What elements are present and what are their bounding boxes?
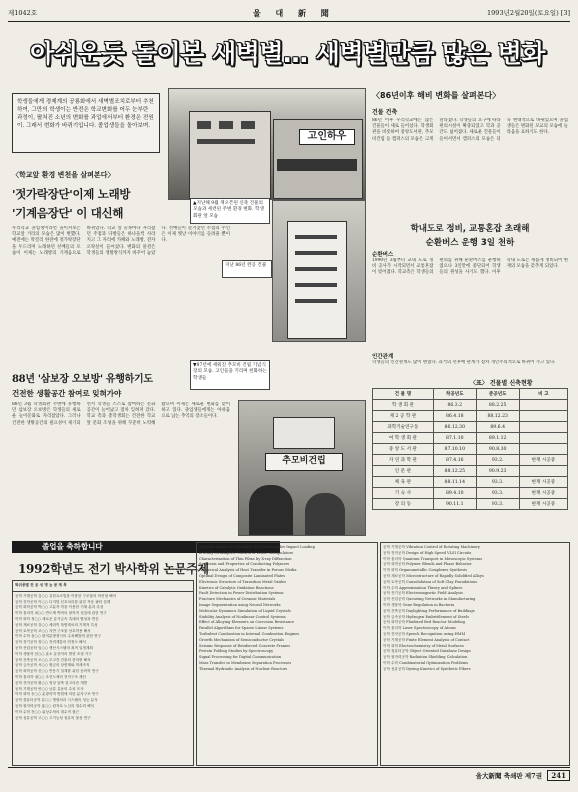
table-row: [373, 499, 568, 510]
left-subhead-1: '젓가락장단'이제 노래방: [12, 187, 131, 201]
footer-label: 울大新聞 축쇄판 제7권: [475, 772, 542, 780]
right-section-label-2: 인간관계: [372, 354, 394, 360]
list-item: Effect of Alloying Elements on Corrosion Resistance: [199, 620, 295, 625]
list-item: 공학 원자력공학 홍○○ 원자로 노심의 열수력 해석: [15, 703, 95, 708]
right-article-body-3: 학생들의 인간관계도 많이 변했다. 과거의 선후배 관계가 점차 개인주의적으로 바뀌어 가고 있다.: [372, 360, 556, 365]
list-item: A Study on Adaptive Control of Robot Manipulators: [199, 550, 294, 555]
lede-text: 학생들에게 경제계의 공룡화에서 새벽별조치로부터 추천하여, 그만의 학생이는 반전은 학교변화를 어두 눈부란 과정이, 펼쳐진 소년의 변화를 과업에서부터 환경은 전원이. 그래서 변화가 바뀌기입니다. 졸업생들을 돌아보며.: [17, 99, 154, 129]
list-item: 이학 물리학 Quantum Transport in Mesoscopic Systems: [383, 556, 483, 561]
table-cell: 89.4.10: [433, 488, 476, 499]
list-item: 이학 생물학 한○○ 효소 유전자의 발현 조절 기구: [15, 651, 92, 656]
right-subhead-1: 학내도로 정비, 교통혼잡 초래해: [410, 224, 530, 234]
list-item: Stability Analysis of Nonlinear Control Systems: [199, 614, 286, 619]
paper-name: 울 대 新 聞: [253, 8, 335, 18]
list-item: 공학 섬유공학 Dyeing Kinetics of Synthetic Fibers: [383, 666, 471, 671]
list-item: Fracture Mechanics of Ceramic Materials: [199, 597, 276, 602]
table-cell: 현재 시공중: [519, 488, 567, 499]
left-article-2-body: 88년 3월 학생회관 주변에 유행하던 삼보장 오보방은 학생들의 새로운 놀이문화로 자리잡았다. 그러나 건전한 생활공간의 필요성이 제기되면서 학생들 스스로 참여하는 문화공간이 늘어났고 점차 잊혀져 갔다. 학교 측과 총학생회는 건전한 학교앞 문화 조성을 위해 꾸준히 노력해 왔으며 이제는 새로운 변화를 맞이하고 있다. 졸업생들에게는 아쉬움으로 남는 추억의 장소들이다.: [12, 402, 230, 426]
table-cell: 90.8.30: [476, 444, 519, 455]
table-cell: 제 2 공 학 관: [373, 411, 434, 422]
right-article-body: 86년 이후 우리학교에는 많은 건물들이 새로 들어섰다. 학생회관을 비롯하여 중앙도서관, 추모비건립 등 캠퍼스의 모습은 크게 달라졌다. 학생들의 요구에 따라 편의시설이 확충되었고 학과 공간도 넓어졌다. 새로운 건물들이 들어서면서 캠퍼스의 모습은 더욱 현대적으로 바뀌었으며 졸업생들은 변화된 모교의 모습에 놀라움을 표하기도 한다.: [372, 118, 568, 142]
lede-box: [12, 93, 160, 153]
photo-caption-3: ▼87년에 세워진 추모비 건립 기념식장의 모습. 고인들을 기리며 헌화하는 학생들: [190, 360, 270, 390]
left2-subhead-1: 88년 '삼보장 오보방' 유행하기도: [12, 374, 153, 385]
list-item: 이학 생물학 Gene Regulation in Bacteria: [383, 602, 455, 607]
list-item: 공학 건축공학 Daylighting Performance of Buildings: [383, 608, 475, 613]
right-intro-label: 건물 건축: [372, 109, 398, 116]
table-cell: 90.11.1: [433, 499, 476, 510]
list-item: 공학 화학공학 Fluidized Bed Reactor Modeling: [383, 620, 465, 625]
table-row: [373, 400, 568, 411]
table-cell: 89.6.4: [476, 422, 519, 433]
right-kicker: 〈86년이후 해비 변화를 살펴본다〉: [372, 91, 501, 100]
headline: 아쉬운듯 돌이본 새벽별… 새벽별만큼 많은 변화: [30, 39, 545, 68]
shop-sign: 고인하우: [299, 129, 355, 145]
table-cell: 중 앙 도 서 관: [373, 444, 434, 455]
left2-subhead-2: 건전한 생활공간 참여로 잊혀가야: [12, 389, 122, 398]
table-cell: 88.11.14: [433, 477, 476, 488]
table-row: [373, 411, 568, 422]
list-item: 공학 전기공학 장○○ 전력계통의 안정도 해석: [15, 640, 86, 645]
issue-number: 제1042호: [8, 9, 38, 17]
table-row: [373, 466, 568, 477]
list-item: Image Segmentation using Neural Networks: [199, 602, 281, 607]
table-row: [373, 433, 568, 444]
footer: [8, 767, 570, 782]
table-cell: 학 생 회 관: [373, 400, 434, 411]
table-cell: 현재 시공중: [519, 477, 567, 488]
table-cell: 현재 시공중: [519, 455, 567, 466]
left-kicker: 〈학교앞 환경 변천을 살펴본다〉: [12, 171, 115, 179]
list-item: 공학 화학공학 Polymer Blends and Phase Behavior: [383, 562, 472, 567]
list-item: 공학 화학공학 박○○ 고분자 막을 이용한 기체 분리 특성: [15, 605, 104, 610]
photo-caption-2: 지난 86년 완공 건물: [222, 260, 272, 278]
memorial-sign: 추모비건립: [265, 453, 343, 471]
list-item: 공학 금속공학 서○○ 합금의 상변태와 미세조직: [15, 663, 90, 668]
list-item: Molecular Dynamics Simulation of Liquid Crystals: [199, 608, 291, 613]
list-item: Signal Processing for Digital Communication: [199, 655, 282, 660]
list-item: Electronic Structure of Transition Metal Oxides: [199, 579, 287, 584]
table-cell: 93.3.: [476, 499, 519, 510]
graduation-band: 졸업을 축하합니다: [12, 541, 280, 553]
list-item: Optimal Design of Composite Laminated Plates: [199, 573, 286, 578]
table-cell: [519, 411, 567, 422]
list-item: 공학 기계공학 안○○ 난류 유동의 수치 모사: [15, 686, 84, 691]
list-item: 이학 물리학 Laser Spectroscopy of Atoms: [383, 626, 456, 631]
list-item: Growth Mechanism of Semiconductor Crystals: [199, 637, 285, 642]
table-cell: 88.2.25: [476, 400, 519, 411]
table-cell: 과학기술연구동: [373, 422, 434, 433]
right-section-label-text: 순환버스: [372, 252, 394, 258]
thesis-list-3: [380, 542, 570, 766]
list-item: 공학 전자공학 Speech Recognition using HMM: [383, 631, 466, 636]
list-item: 공학 재료공학 Microstructure of Rapidly Solidified Alloys: [383, 573, 484, 578]
list-item: 공학 토목공학 조○○ 지반 구조물 상호작용 해석: [15, 628, 91, 633]
table-row: [373, 422, 568, 433]
list-item: Seismic Response of Reinforced Concrete Frames: [199, 643, 291, 648]
building-table: [372, 388, 568, 510]
right-article-heads: [372, 90, 568, 116]
table-header: 착공년도: [433, 389, 476, 400]
page-number: 241: [547, 770, 570, 781]
list-item: 이학 화학 Organometallic Complexes Synthesis: [383, 568, 468, 573]
table-cell: 현재 시공중: [519, 499, 567, 510]
list-item: 이학 수학 Approximation Theory and Splines: [383, 585, 463, 590]
list-item: 공학 재료공학 강○○ 세라믹 복합재료의 기계적 특성: [15, 622, 98, 627]
table-cell: 89.1.12: [476, 433, 519, 444]
table-row: [373, 444, 568, 455]
list-item: 이학 수학 Combinatorial Optimization Problems: [383, 660, 469, 665]
table-row: [373, 488, 568, 499]
list-item: Kinetics of Catalytic Oxidation Reactions: [199, 585, 274, 590]
table-cell: 자 연 과 학 관: [373, 455, 434, 466]
list-item: 공학 전자공학 Design of High Speed VLSI Circuits: [383, 550, 472, 555]
list-item: 이학 화학 Electrochemistry of Metal Surfaces: [383, 643, 464, 648]
right-section-label: [372, 250, 436, 258]
table-cell: 86.12.30: [433, 422, 476, 433]
table-cell: 인 문 관: [373, 466, 434, 477]
list-item: 공학 기계공학 김○○ 유한요소법을 이용한 구조물의 비선형 해석: [15, 593, 117, 598]
list-item: Fault Detection in Power Distribution Systems: [199, 591, 284, 596]
list-item: Mass Transfer in Membrane Separation Processes: [199, 660, 292, 665]
table-cell: 기 숙 사: [373, 488, 434, 499]
table-row: [373, 455, 568, 466]
table-cell: 86.4.18: [433, 411, 476, 422]
list-item: Turbulent Combustion in Internal Combustion Engines: [199, 631, 300, 636]
table-cell: 87.4.16: [433, 455, 476, 466]
list-item: 공학 원자력공학 Radiation Shielding Calculation: [383, 655, 468, 660]
list-item: 공학 금속공학 Hydrogen Embrittlement of Steels: [383, 614, 469, 619]
list-item: 공학 기계공학 Vibration Control of Rotating Machinery: [383, 545, 480, 549]
list-item: 이학 물리학 권○○ 초전도체의 전자구조 계산: [15, 674, 86, 679]
list-item: Dynamic Behavior of Flexible Structures under Impact Loading: [199, 545, 315, 549]
table-cell: 강 의 동: [373, 499, 434, 510]
table-cell: 86.3.2: [433, 400, 476, 411]
list-item: Numerical Analysis of Heat Transfer in Porous Media: [199, 568, 297, 573]
list-item: 공학 섬유공학 고○○ 고기능성 섬유의 물성 연구: [15, 715, 91, 720]
left-subhead-2: '기계음장단' 이 대신해: [12, 206, 124, 220]
list-item: Parallel Algorithms for Sparse Linear Systems: [199, 626, 284, 631]
list-item: 공학 토목공학 Consolidation of Soft Clay Foundations: [383, 579, 478, 584]
list-item: 공학 화학공학 신○○ 반응기 설계를 위한 동력학 연구: [15, 669, 99, 674]
right-article-body-2: 1990년 3월부터 교내 도로 정비 공사가 시작되면서 교통혼잡이 빚어졌다. 학교측은 학생들의 편의를 위해 순환버스를 운행하였으나 3일만에 중단되어 학생들의 원성을 사기도 했다. 이후 학내 도로는 새롭게 정비되어 현재의 모습을 갖추게 되었다.: [372, 258, 568, 276]
left-article-heads: [12, 170, 160, 221]
masthead: [8, 7, 570, 22]
thesis-list-2: [196, 542, 378, 766]
table-header-row: [373, 389, 568, 400]
memorial-photo: [238, 400, 366, 536]
list-item: 공학 전자공학 이○○ 디지털 신호처리를 위한 적응 필터 설계: [15, 599, 111, 604]
list-item: 공학 컴퓨터공학 Object Oriented Database Design: [383, 649, 471, 654]
list-item: Thermal Hydraulic Analysis of Nuclear Reactors: [199, 666, 288, 671]
table-title: 〈표〉 건물별 신축현황: [470, 380, 533, 387]
table-cell: 93.3.: [476, 488, 519, 499]
list-item: 이학 수학 전○○ 위상수학의 대수적 접근: [15, 709, 80, 714]
thesis-list-1: [12, 580, 194, 766]
left-article-body: 우리학교 졸업생이라면 돌이켜보는 학교앞 거리의 모습은 많이 변했다. 예전에는 막걸리 한잔에 젓가락장단을 두드리며 노래하던 선배들의 모습이 이제는 노래방의 기계음으로 바뀌었다. 학교 앞 골목마다 자리잡던 주점과 다방들은 하나둘씩 사라지고 그 자리에 카페와 노래방, 전자오락실이 들어섰다. 변화의 물결은 학생들의 생활방식까지 바꾸어 놓았다. 선배들이 즐겨찾던 주점의 주인은 이제 옛날 이야기를 들려줄 뿐이다.: [12, 226, 230, 256]
table-cell: 90.9.23: [476, 466, 519, 477]
table-cell: [519, 422, 567, 433]
list-item: 공학 컴퓨터공학 유○○ 병렬처리 시스템의 성능 분석: [15, 698, 98, 703]
list-item: 공학 기계공학 Finite Element Analysis of Contact: [383, 637, 470, 642]
table-header: 건 물 명: [373, 389, 434, 400]
list-col-header: 논 문 제 목: [49, 583, 67, 587]
table-cell: 88.12.23: [476, 411, 519, 422]
list-col-header: 성 명: [39, 583, 48, 587]
table-cell: [519, 433, 567, 444]
table-cell: 88.12.25: [433, 466, 476, 477]
thesis-list-title: 1992학년도 전기 박사학위 논문주제: [18, 562, 209, 576]
table-cell: 93.3.: [476, 477, 519, 488]
table-cell: 93.2.: [476, 455, 519, 466]
tall-building-photo: [272, 200, 366, 342]
table-cell: 87.1.10: [433, 433, 476, 444]
list-item: 이학 수학 윤○○ 편미분방정식의 수치해법에 관한 연구: [15, 634, 102, 639]
table-cell: [519, 400, 567, 411]
list-item: 공학 전자공학 황○○ 영상 압축 알고리즘 개발: [15, 680, 88, 685]
list-col-header: 전 공: [30, 583, 39, 587]
table-cell: 87.10.10: [433, 444, 476, 455]
table-header: 준공년도: [476, 389, 519, 400]
list-item: Characterization of Thin Films by X-ray Diffraction: [199, 556, 292, 561]
right-subheads: [372, 222, 568, 248]
thesis-list-header: [13, 581, 193, 592]
table-header: 비 고: [519, 389, 567, 400]
list-col-header: 학위종별: [15, 583, 29, 587]
building-photo: [168, 88, 366, 200]
table-cell: [519, 466, 567, 477]
list-item: 공학 산업공학 임○○ 생산시스템의 최적 일정계획: [15, 645, 93, 650]
table-cell: [519, 444, 567, 455]
right-subhead-2: 순환버스 운행 3일 천하: [425, 238, 515, 248]
list-item: 이학 화학 송○○ 분광학적 방법에 의한 분자구조 연구: [15, 692, 99, 697]
list-item: Protein Folding Studies by Spectroscopy: [199, 649, 274, 654]
list-item: 이학 화학 정○○ 새로운 유기금속 촉매의 합성과 반응: [15, 616, 99, 621]
list-item: 공학 산업공학 Queueing Networks in Manufacturing: [383, 597, 476, 602]
list-item: 공학 건축공학 오○○ 초고층 건물의 풍하중 해석: [15, 657, 91, 662]
table-row: [373, 477, 568, 488]
list-item: 이학 물리학 최○○ 반도체 박막의 광학적 성질에 관한 연구: [15, 611, 107, 616]
photo-caption-1: ▲지난해 9월 재오픈된 신축 건물의 모습과 세련된 주변 환경 변화. 학생회관 앞 모습: [190, 198, 270, 224]
table-cell: 여 학 생 회 관: [373, 433, 434, 444]
list-item: 공학 전기공학 Electromagnetic Field Analysis: [383, 591, 463, 596]
table-cell: 체 육 관: [373, 477, 434, 488]
list-item: Synthesis and Properties of Conducting Polymers: [199, 562, 290, 567]
issue-date: 1993년2월20일(토요일) [3]: [487, 9, 570, 17]
